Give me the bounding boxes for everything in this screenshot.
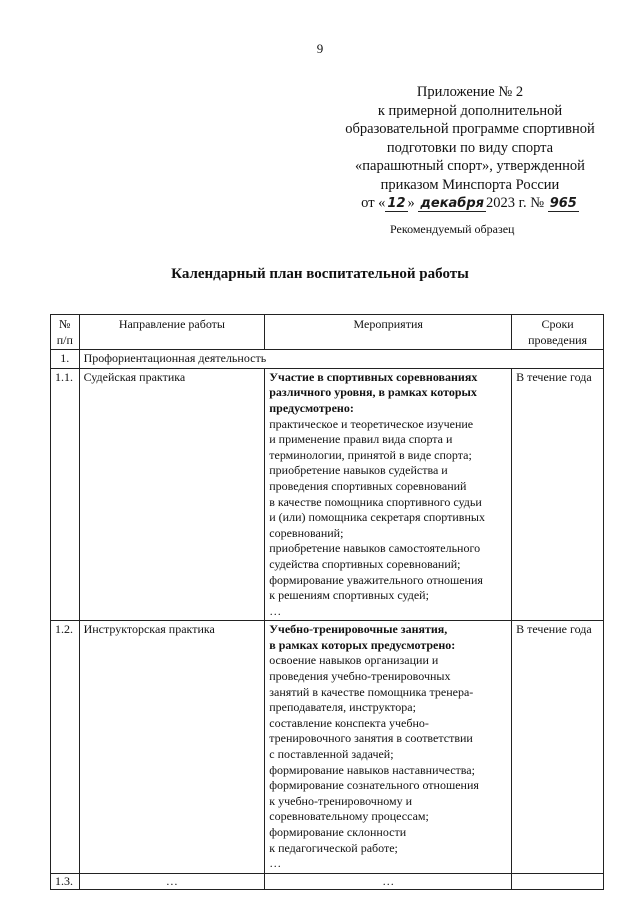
table-row (51, 621, 604, 874)
activity-line: практическое и теоретическое изучение (269, 416, 474, 431)
section-title: Профориентационная деятельность (79, 350, 603, 369)
activity-heading: предусмотрено: (269, 400, 354, 415)
table-row (51, 873, 604, 889)
order-day: 12 (387, 196, 406, 211)
appendix-line: приказом Минспорта России (380, 176, 560, 193)
activity-line: и применение правил вида спорта и (269, 432, 453, 447)
activity-line: формирование навыков наставничества; (269, 762, 475, 777)
header-direction: Направление работы (79, 315, 265, 350)
row-num: 1.1. (51, 368, 80, 621)
activity-line: формирование склонности (269, 825, 407, 839)
activity-line: к решениям спортивных судей; (269, 588, 429, 603)
appendix-line: «парашютный спорт», утвержденной (355, 158, 585, 174)
activity-line: формирование уважительного отношения (269, 572, 483, 587)
row-terms (512, 873, 604, 889)
appendix-line: образовательной программе спортивной (345, 121, 595, 137)
activity-line: тренировочного занятия в соответствии (269, 731, 473, 746)
activity-line: … (269, 856, 282, 871)
activity-line: в качестве помощника спортивного судьи (269, 494, 482, 509)
row-direction: … (79, 873, 265, 889)
appendix-line: Приложение № 2 (416, 84, 524, 100)
page-number: 9 (316, 41, 324, 56)
activity-line: составление конспекта учебно- (269, 715, 429, 730)
activity-line: проведения учебно-тренировочных (269, 669, 451, 684)
activity-line: освоение навыков организации и (269, 653, 439, 668)
row-num: 1.2. (51, 621, 80, 874)
activity-line: проведения спортивных соревнований (269, 478, 467, 493)
row-direction: Судейская практика (79, 368, 265, 621)
activity-heading: в рамках которых предусмотрено: (269, 637, 456, 652)
activity-line: с поставленной задачей; (269, 747, 394, 762)
order-mid1: » (407, 195, 415, 211)
order-month: декабря (420, 196, 485, 211)
order-date-line (330, 194, 610, 214)
activity-line: формирование сознательного отношения (269, 778, 479, 793)
order-prefix: от « (361, 195, 386, 211)
row-terms: В течение года (512, 621, 604, 874)
plan-table (50, 314, 604, 890)
activity-line: приобретение навыков судейства и (269, 463, 448, 478)
activity-line: судейства спортивных соревнований; (269, 556, 461, 571)
row-activities (265, 368, 512, 621)
table-header-row (51, 315, 604, 350)
activity-line: соревнований; (269, 525, 344, 540)
activity-line: и (или) помощника секретаря спортивных (269, 510, 485, 525)
activity-line: … (269, 603, 282, 618)
activity-heading: различного уровня, в рамках которых (269, 385, 477, 400)
activity-line: терминологии, принятой в виде спорта; (269, 447, 472, 462)
recommended-label: Рекомендуемый образец (390, 222, 515, 236)
activity-heading: Учебно-тренировочные занятия, (269, 622, 448, 637)
activity-line: занятий в качестве помощника тренера- (269, 684, 474, 699)
row-terms: В течение года (512, 368, 604, 621)
table-row (51, 368, 604, 621)
header-num: № п/п (51, 315, 80, 350)
order-number: 965 (549, 196, 577, 211)
row-direction: Инструкторская практика (79, 621, 265, 874)
header-activities: Мероприятия (265, 315, 512, 350)
activity-line: к учебно-тренировочному и (269, 793, 413, 808)
row-num: 1.3. (51, 873, 80, 889)
activity-line: к педагогической работе; (269, 840, 398, 855)
header-terms: Сроки проведения (512, 315, 604, 350)
activity-line: приобретение навыков самостоятельного (269, 541, 481, 556)
document-title: Календарный план воспитательной работы (171, 266, 469, 282)
appendix-block (330, 83, 610, 214)
section-num: 1. (51, 350, 80, 369)
order-mid2: 2023 г. № (486, 195, 545, 211)
activity-heading: Участие в спортивных соревнованиях (269, 369, 478, 384)
row-activities: … (265, 873, 512, 889)
activity-line: преподавателя, инструктора; (269, 700, 416, 715)
row-activities (265, 621, 512, 874)
section-row (51, 350, 604, 369)
activity-line: соревновательному процессам; (269, 809, 429, 824)
appendix-line: подготовки по виду спорта (386, 139, 554, 156)
appendix-line: к примерной дополнительной (377, 102, 563, 119)
